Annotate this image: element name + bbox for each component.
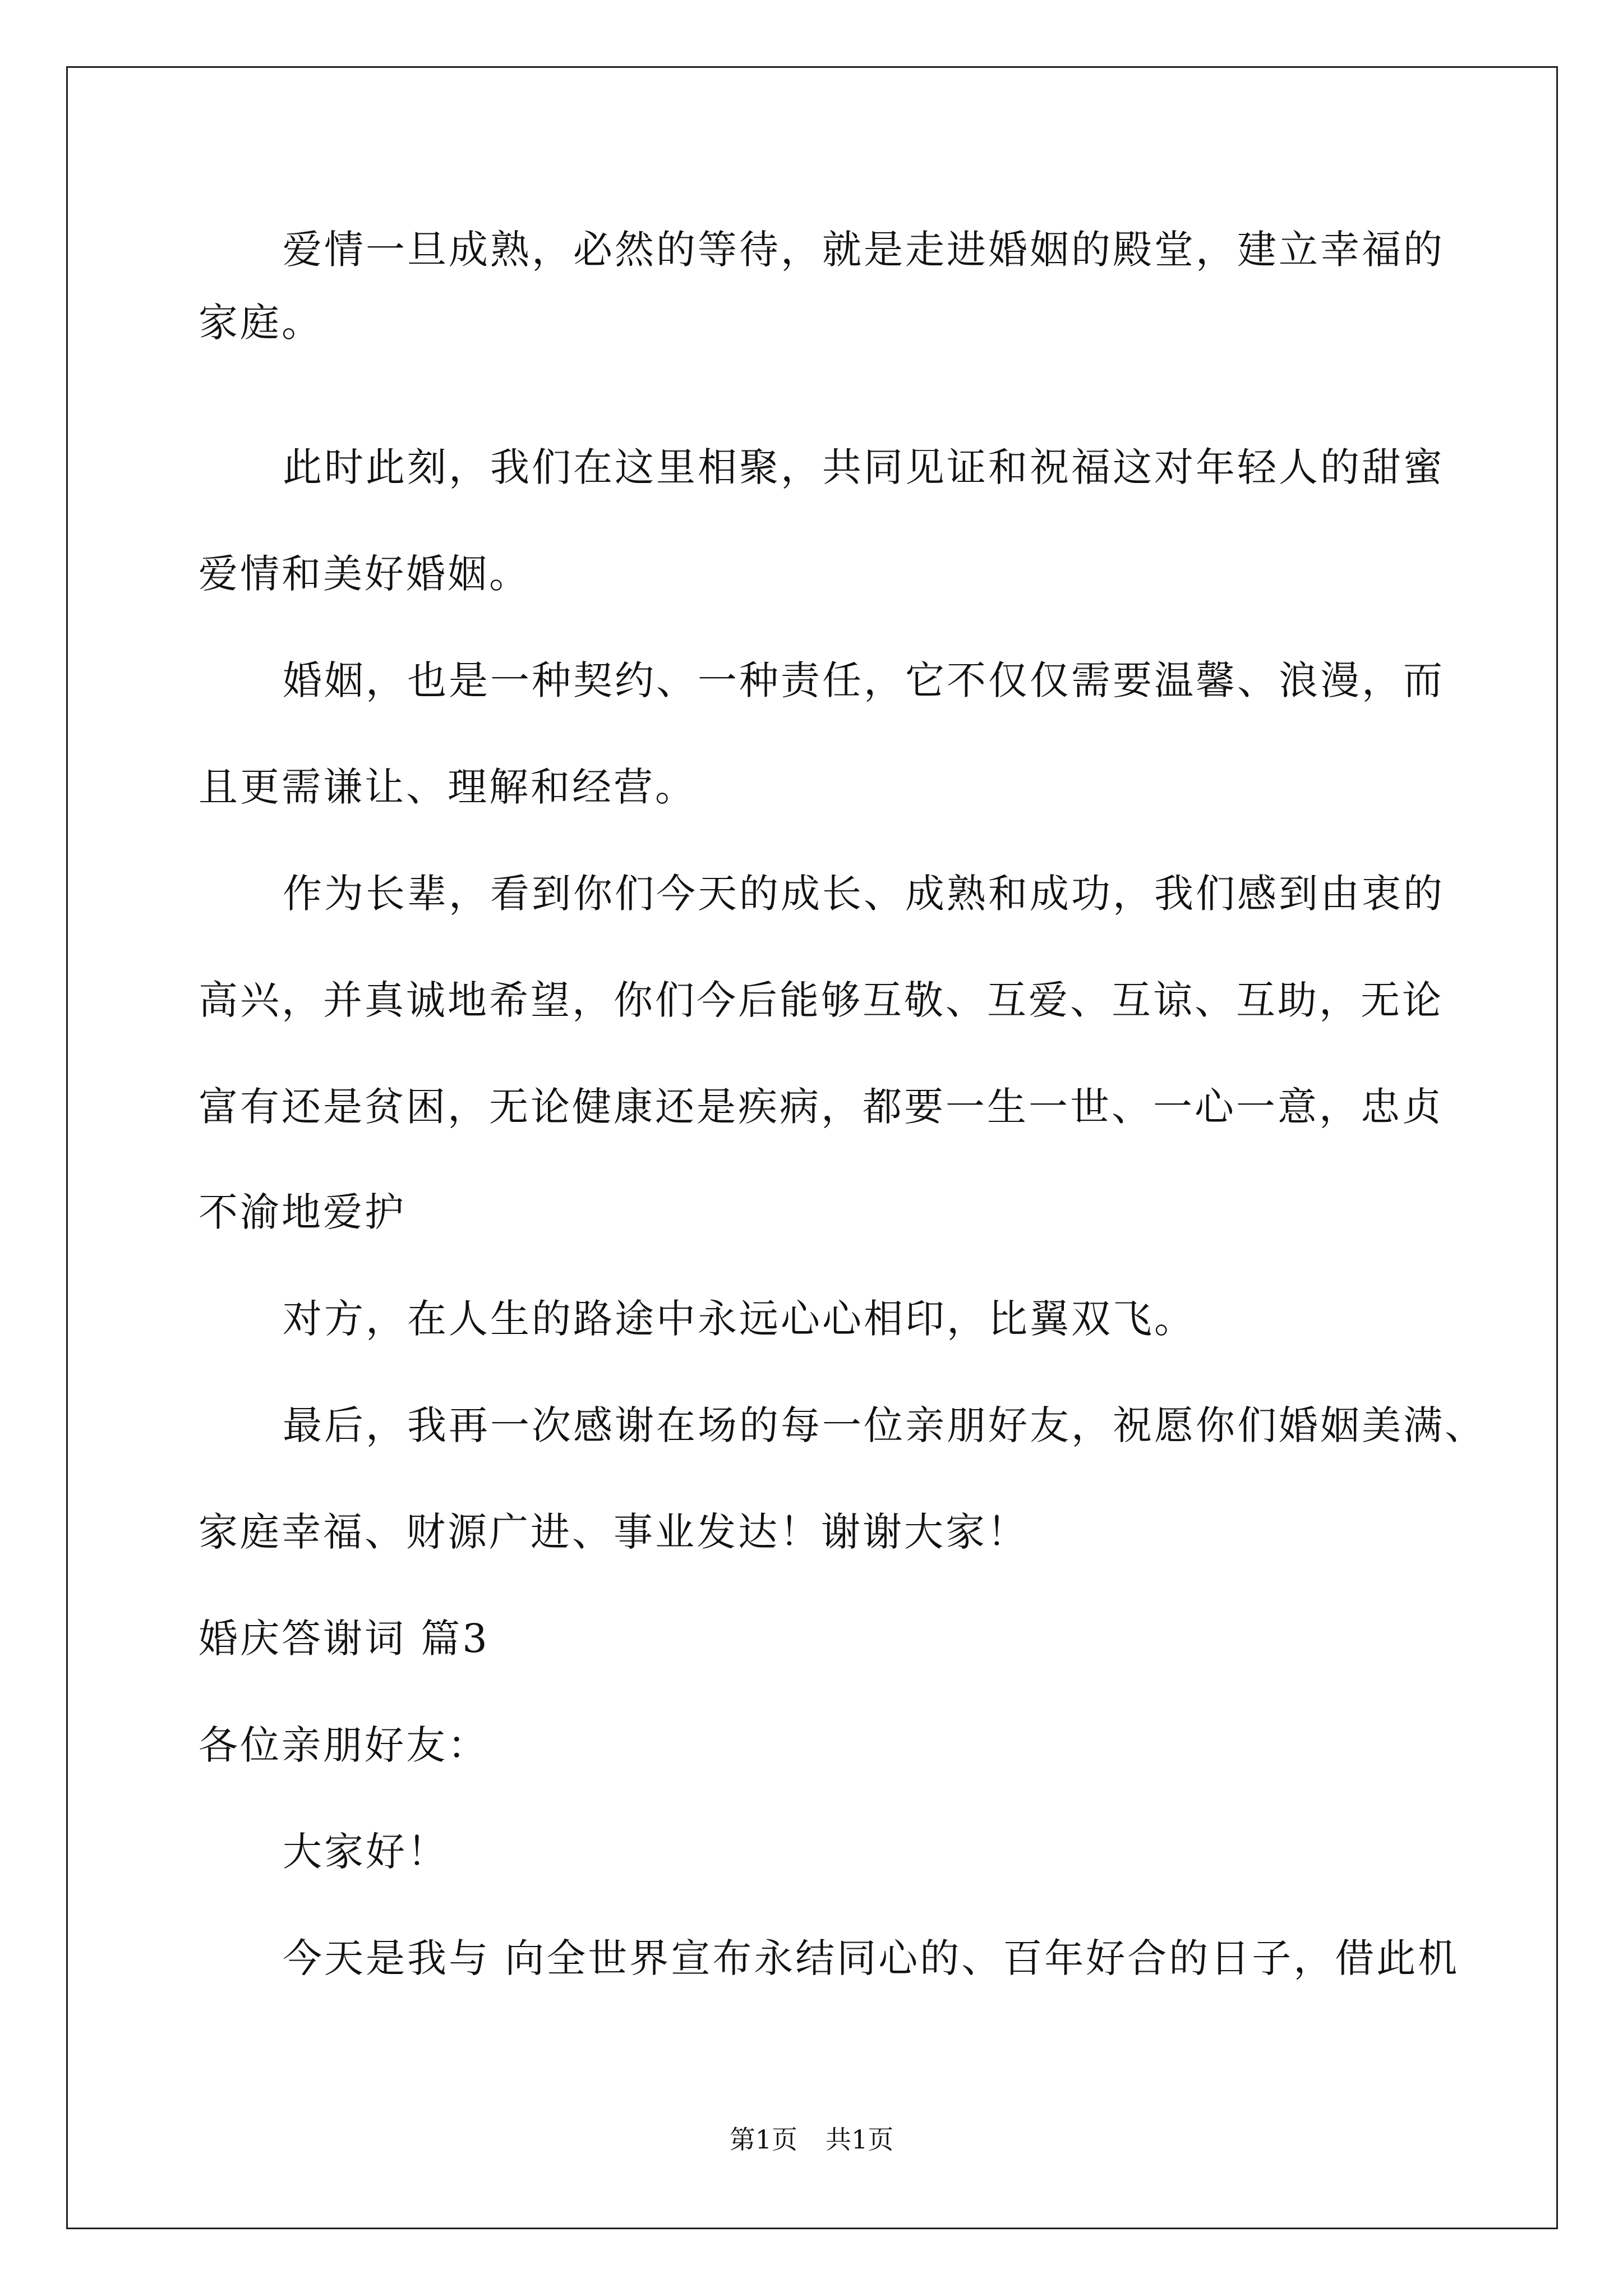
- paragraph-line: 爱情一旦成熟，必然的等待，就是走进婚姻的殿堂，建立幸福的: [283, 227, 1445, 273]
- paragraph-line: 作为长辈，看到你们今天的成长、成熟和成功，我们感到由衷的: [283, 871, 1445, 917]
- page-footer: [0, 2123, 1623, 2156]
- paragraph-line: 且更需谦让、理解和经营。: [199, 764, 697, 810]
- paragraph-line: 爱情和美好婚姻。: [199, 551, 531, 597]
- salutation: 各位亲朋好友：: [199, 1722, 489, 1768]
- section-heading: 婚庆答谢词 篇3: [199, 1616, 490, 1662]
- paragraph-line: 婚姻，也是一种契约、一种责任，它不仅仅需要温馨、浪漫，而: [283, 657, 1445, 703]
- greeting: 大家好！: [283, 1829, 449, 1875]
- paragraph-line: 今天是我与 向全世界宣布永结同心的、百年好合的日子，借此机: [283, 1935, 1460, 1981]
- paragraph-line: 对方，在人生的路途中永远心心相印，比翼双飞。: [283, 1296, 1196, 1342]
- paragraph-line: 家庭。: [199, 300, 323, 346]
- page-number: 第1页: [729, 2124, 797, 2155]
- paragraph-line: 家庭幸福、财源广进、事业发达！谢谢大家！: [199, 1509, 1029, 1555]
- paragraph-line: 高兴，并真诚地希望，你们今后能够互敬、互爱、互谅、互助，无论: [199, 977, 1444, 1023]
- paragraph-line: 不渝地爱护: [199, 1189, 406, 1235]
- paragraph-line: 最后，我再一次感谢在场的每一位亲朋好友，祝愿你们婚姻美满、: [283, 1402, 1486, 1448]
- paragraph-line: 富有还是贫困，无论健康还是疾病，都要一生一世、一心一意，忠贞: [199, 1084, 1444, 1130]
- page-border: [66, 66, 1558, 2229]
- paragraph-line: 此时此刻，我们在这里相聚，共同见证和祝福这对年轻人的甜蜜: [283, 444, 1445, 490]
- page-total: 共1页: [826, 2124, 894, 2155]
